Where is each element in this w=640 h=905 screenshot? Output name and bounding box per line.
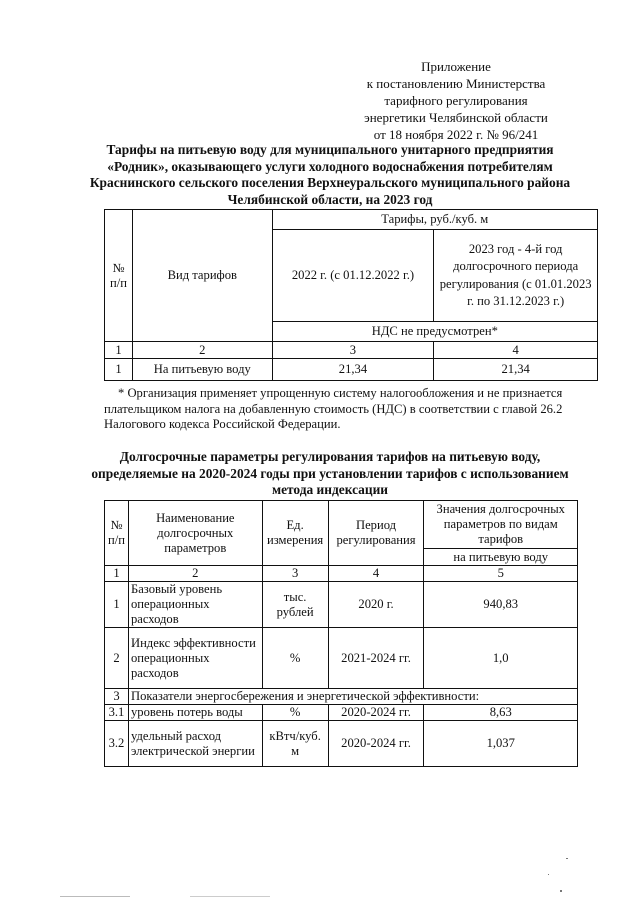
footnote-line: * Организация применяет упрощенную систему налогообложения и не признается [118, 386, 563, 400]
scan-line [190, 896, 270, 897]
row-name: Базовый уровень операционных расходов [128, 582, 262, 628]
col-number: 2 [128, 566, 262, 582]
row-value: 1,037 [424, 721, 578, 767]
scan-speck [560, 890, 562, 892]
row-no: 3.2 [105, 721, 129, 767]
tariff-title-line: «Родник», оказывающего услуги холодного водоснабжения потребителям [107, 158, 553, 174]
row-unit: кВтч/куб. м [262, 721, 328, 767]
tariff-title-line: Краснинского сельского поселения Верхнеуральского муниципального района [89, 175, 571, 190]
row-value: 940,83 [424, 582, 578, 628]
row-value-2022: 21,34 [272, 359, 434, 381]
col-number: 3 [262, 566, 328, 582]
parameters-title-line: Долгосрочные параметры регулирования тарифов на питьевую воду, [119, 449, 541, 464]
row-no: 1 [105, 359, 133, 381]
col-unit-header: Ед. измерения [262, 501, 328, 566]
row-value-2023: 21,34 [434, 359, 598, 381]
col-water-header: на питьевую воду [424, 549, 578, 566]
row-type: На питьевую воду [132, 359, 272, 381]
col-number: 2 [132, 342, 272, 359]
row-no: 2 [105, 628, 129, 689]
scan-speck [566, 858, 568, 859]
col-number: 3 [272, 342, 434, 359]
row-unit: % [262, 705, 328, 721]
section-no: 3 [105, 689, 129, 705]
row-value: 8,63 [424, 705, 578, 721]
col-number: 1 [105, 342, 133, 359]
col-number: 1 [105, 566, 129, 582]
tariff-title [70, 142, 590, 208]
parameters-title [70, 449, 590, 499]
col-number: 4 [328, 566, 424, 582]
col-no-header: № п/п [105, 501, 129, 566]
row-period: 2020 г. [328, 582, 424, 628]
row-no: 3.1 [105, 705, 129, 721]
row-value: 1,0 [424, 628, 578, 689]
vat-note: НДС не предусмотрен* [272, 322, 597, 342]
tariff-title-line: Челябинской области, на 2023 год [227, 191, 433, 207]
appendix-line: энергетики Челябинской области [364, 110, 548, 125]
tariff-title-line: Тарифы на питьевую воду для муниципального унитарного предприятия [106, 142, 554, 157]
scan-line [60, 896, 130, 897]
col-2023-header: 2023 год - 4-й год долгосрочного периода регулирования (с 01.01.2023 г. по 31.12.2023 г.) [434, 230, 598, 322]
row-no: 1 [105, 582, 129, 628]
footnote-line: Налогового кодекса Российской Федерации. [104, 417, 341, 431]
row-name: удельный расход электрической энергии [128, 721, 262, 767]
tariff-table [104, 209, 598, 381]
col-2022-header: 2022 г. (с 01.12.2022 г.) [272, 230, 434, 322]
col-no-header: № п/п [105, 210, 133, 342]
table-row [105, 359, 598, 381]
col-number: 5 [424, 566, 578, 582]
table-row [105, 628, 578, 689]
row-period: 2020-2024 гг. [328, 721, 424, 767]
appendix-line: Приложение [421, 59, 491, 74]
parameters-title-line: определяемые на 2020-2024 годы при установлении тарифов с использованием [91, 465, 569, 481]
col-period-header: Период регулирования [328, 501, 424, 566]
row-name: Индекс эффективности операционных расходов [128, 628, 262, 689]
section-label: Показатели энергосбережения и энергетической эффективности: [128, 689, 577, 705]
appendix-line: тарифного регулирования [384, 93, 528, 108]
appendix-header [336, 58, 576, 143]
row-unit: тыс. рублей [262, 582, 328, 628]
col-name-header: Наименование долгосрочных параметров [128, 501, 262, 566]
row-period: 2020-2024 гг. [328, 705, 424, 721]
col-tariffs-header: Тарифы, руб./куб. м [272, 210, 597, 230]
footnote [104, 386, 598, 433]
appendix-line: к постановлению Министерства [366, 76, 546, 91]
appendix-line: от 18 ноября 2022 г. № 96/241 [373, 127, 539, 142]
section-row [105, 689, 578, 705]
col-values-header: Значения долгосрочных параметров по видам тарифов [424, 501, 578, 549]
table-row [105, 721, 578, 767]
footnote-line: плательщиком налога на добавленную стоимость (НДС) в соответствии с главой 26.2 [104, 401, 563, 416]
row-unit: % [262, 628, 328, 689]
parameters-table [104, 500, 578, 767]
scan-speck [548, 874, 549, 875]
col-type-header: Вид тарифов [132, 210, 272, 342]
table-row [105, 705, 578, 721]
col-number: 4 [434, 342, 598, 359]
row-period: 2021-2024 гг. [328, 628, 424, 689]
row-name: уровень потерь воды [128, 705, 262, 721]
table-row [105, 582, 578, 628]
parameters-title-line: метода индексации [271, 482, 389, 497]
